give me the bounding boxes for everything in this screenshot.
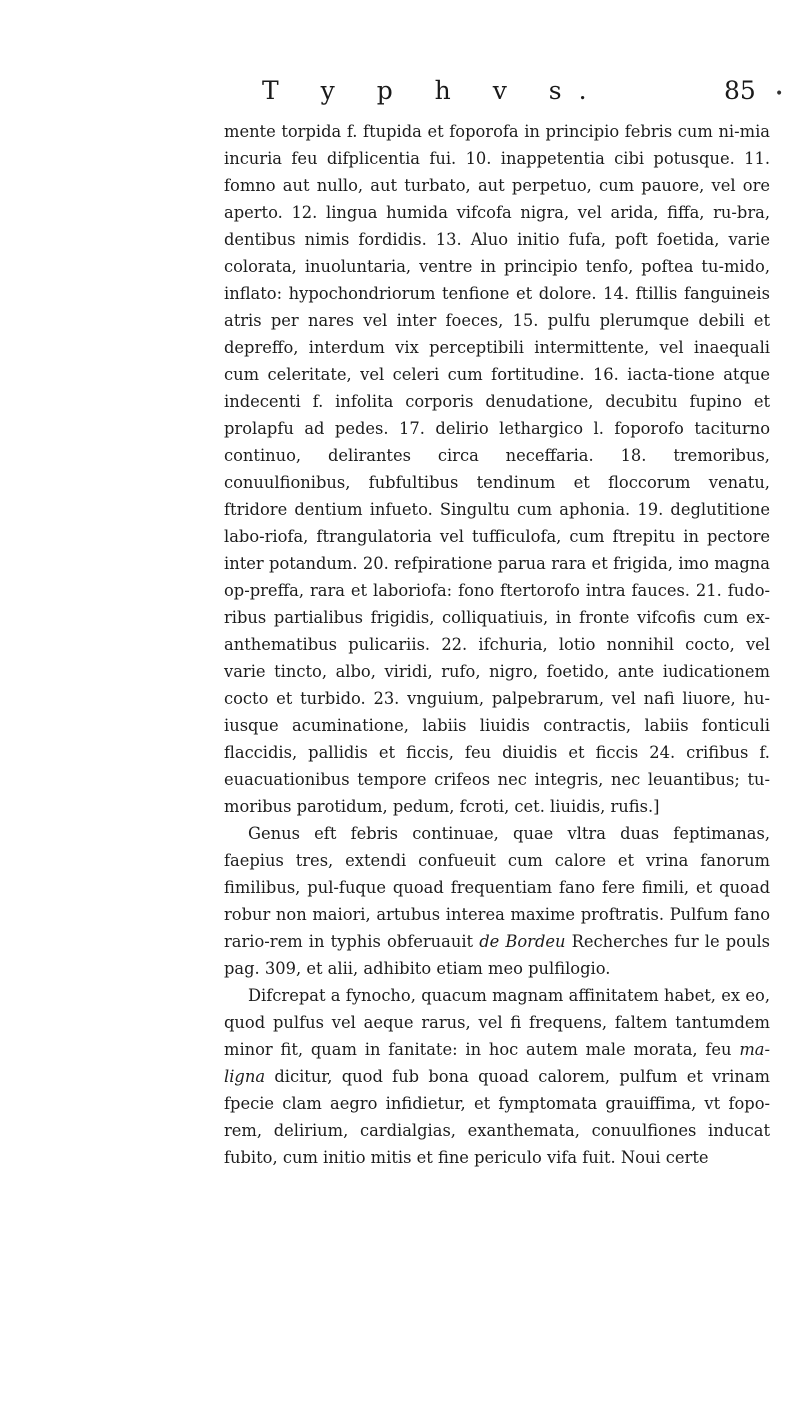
- paragraph: [224, 820, 770, 982]
- running-title: T y p h v s.: [262, 76, 604, 105]
- margin-mark: •: [775, 86, 784, 102]
- text-run: Genus eft febris continuae, quae vltra duas feptimanas, faepius tres, extendi confueuit cum calore et vrina fanorum fimilibus, pul-fuque quoad frequentiam fano fere fimili, et quoad robur non maiori, artubus interea maxime proftratis. Pulfum fano rario-rem in typhis obferuauit: [224, 824, 770, 951]
- paragraph: [224, 118, 770, 820]
- italic-text-run: de Bordeu: [479, 932, 566, 951]
- running-head: [0, 76, 800, 116]
- text-run: Recherches fur le pouls pag. 309, et alii, adhibito etiam meo pulfilogio.: [224, 932, 771, 978]
- paragraph: [224, 982, 770, 1171]
- body-text: [224, 118, 770, 1171]
- text-run: mente torpida f. ftupida et foporofa in principio febris cum ni-mia incuria feu difplicentia fui. 10. inappetentia cibi potusque. 11. fomno aut nullo, aut turbato, aut perpetuo, cum pauore, vel ore aperto. 12. lingua humida vifcofa nigra, vel arida, fiffa, ru-bra, dentibus nimis fordidis. 13. Aluo initio fufa, poft foetida, varie colorata, inuoluntaria, ventre in principio tenfo, poftea tu-mido, inflato: hypochondriorum tenfione et dolore. 14. ftillis fanguineis atris per nares vel inter foeces, 15. pulfu plerumque debili et depreffo, interdum vix perceptibili intermittente, vel inaequali cum celeritate, vel celeri cum fortitudine. 16. iacta-tione atque indecenti f. infolita corporis denudatione, decubitu fupino et prolapfu ad pedes. 17. delirio lethargico l. foporofo taciturno continuo, delirantes circa neceffaria. 18. tremoribus, conuulfionibus, fubfultibus tendinum et floccorum venatu, ftridore dentium infueto. Singultu cum aphonia. 19. deglutitione labo-riofa, ftrangulatoria vel tufficulofa, cum ftrepitu in pectore inter potandum. 20. refpiratione parua rara et frigida, imo magna op-preffa, rara et laboriofa: fono ftertorofo intra fauces. 21. fudo-ribus partialibus frigidis, colliquatiuis, in fronte vifcofis cum ex-anthematibus pulicariis. 22. ifchuria, lotio nonnihil cocto, vel varie tincto, albo, viridi, rufo, nigro, foetido, ante iudicationem cocto et turbido. 23. vnguium, palpebrarum, vel nafi liuore, hu-iusque acuminatione, labiis liuidis contractis, labiis fonticuli flaccidis, pallidis et ficcis, feu diuidis et ficcis 24. crifibus f. euacuationibus tempore crifeos nec integris, nec leuantibus; tu-moribus parotidum, pedum, fcroti, cet. liuidis, rufis.]: [224, 122, 770, 816]
- italic-text-run: ma-ligna: [224, 1040, 770, 1086]
- text-run: dicitur, quod fub bona quoad calorem, pulfum et vrinam fpecie clam aegro infidietur, et fymptomata grauiffima, vt fopo-rem, delirium, cardialgias, exanthemata, conuulfiones inducat fubito, cum initio mitis et fine periculo vifa fuit. Noui certe: [224, 1067, 770, 1167]
- page-number: 85: [724, 76, 756, 105]
- text-run: Difcrepat a fynocho, quacum magnam affinitatem habet, ex eo, quod pulfus vel aeque rarus, vel fi frequens, faltem tantumdem minor fit, quam in fanitate: in hoc autem male morata, feu: [224, 986, 770, 1059]
